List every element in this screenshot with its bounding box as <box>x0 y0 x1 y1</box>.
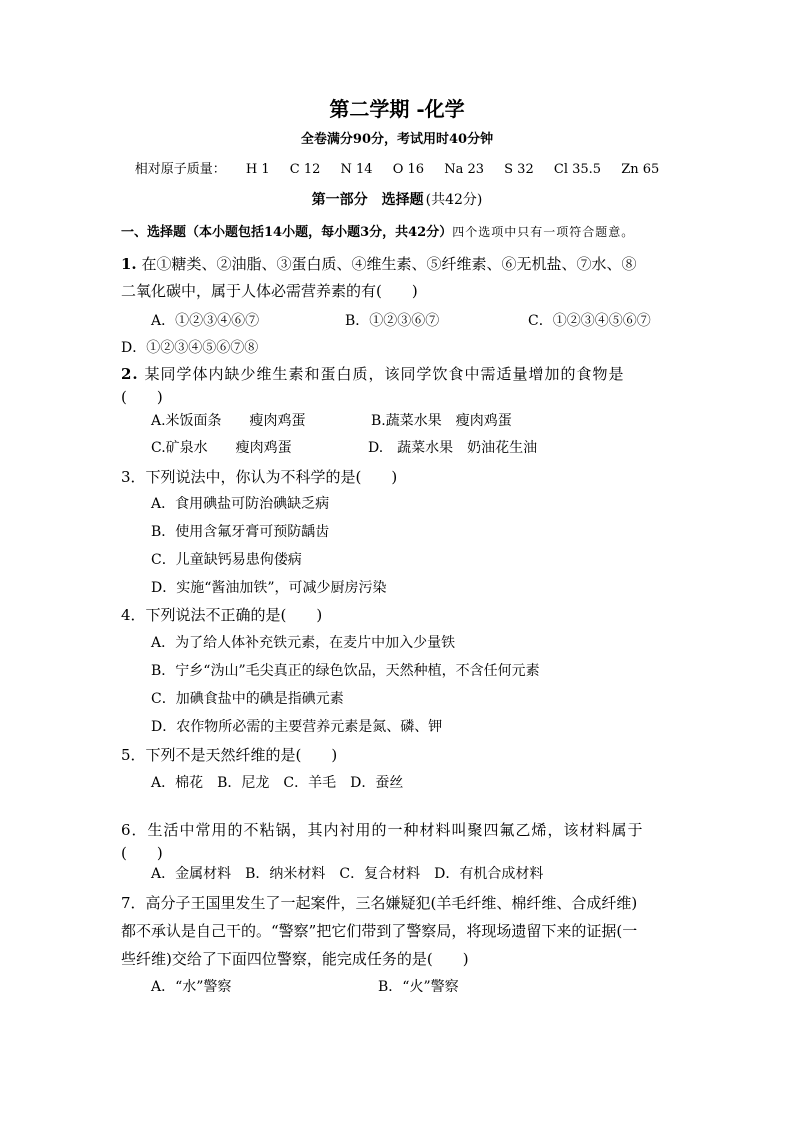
question-7-line-1 <box>121 893 637 913</box>
question-3-stem <box>121 467 397 487</box>
exam-subtitle: 全卷满分90分，考试用时40分钟 <box>300 132 494 147</box>
question-1-option-d: D．①②③④⑤⑥⑦⑧ <box>121 340 259 356</box>
question-1-option-a: A．①②③④⑥⑦ <box>151 313 260 329</box>
question-4-number: 4 <box>121 606 131 624</box>
question-2-number: 2. <box>121 365 139 383</box>
question-1-line-2: 二氧化碳中，属于人体必需营养素的有( ) <box>121 282 418 300</box>
question-7-line-3: 些纤维)交给了下面四位警察，能完成任务的是( ) <box>121 950 469 968</box>
question-2-line-1 <box>121 364 624 384</box>
instruction-main: 一、选择题（本小题包括14小题，每小题3分，共42分） <box>121 225 453 240</box>
mass-c: C 12 <box>289 162 321 177</box>
question-2-option-a: A.米饭面条 瘦肉鸡蛋 <box>151 413 306 429</box>
question-7-option-a: A．“水”警察 <box>151 979 232 995</box>
question-1-option-c: C．①②③④⑤⑥⑦ <box>528 313 651 329</box>
question-1-number: 1. <box>121 255 137 273</box>
question-3-text: ．下列说法中，你认为不科学的是( ) <box>130 468 398 486</box>
question-2-text-1: 某同学体内缺少维生素和蛋白质，该同学饮食中需适量增加的食物是 <box>144 365 625 383</box>
part-type: 选择题 <box>381 192 424 208</box>
mass-n: N 14 <box>340 162 373 177</box>
mass-na: Na 23 <box>444 162 484 177</box>
question-5-number: 5 <box>121 746 131 764</box>
question-3-option-c: C．儿童缺钙易患佝偻病 <box>151 552 302 568</box>
question-2-option-b: B.蔬菜水果 瘦肉鸡蛋 <box>371 413 512 429</box>
question-3-option-a: A．食用碘盐可防治碘缺乏病 <box>151 496 330 512</box>
question-4-stem <box>121 605 322 625</box>
mass-s: S 32 <box>504 162 534 177</box>
question-6-number: 6 <box>121 821 132 839</box>
question-6-line-1 <box>121 820 644 840</box>
question-2-line-2: ( ) <box>121 388 163 406</box>
question-4-option-d: D．农作物所必需的主要营养元素是氮、磷、钾 <box>151 719 443 735</box>
atomic-masses <box>0 160 794 180</box>
instruction-tail: 四个选项中只有一项符合题意。 <box>452 225 635 239</box>
question-1-option-b: B．①②③⑥⑦ <box>345 313 440 329</box>
question-7-line-2: 都不承认是自己干的。“警察”把它们带到了警察局，将现场遗留下来的证据(一 <box>121 922 638 940</box>
part-heading <box>0 190 794 210</box>
question-2-option-d: D. 蔬菜水果 奶油花生油 <box>368 440 538 456</box>
mass-zn: Zn 65 <box>621 162 660 177</box>
question-7-number: 7 <box>121 894 131 912</box>
question-5-stem <box>121 745 337 765</box>
part-score: (共42分) <box>425 192 483 208</box>
question-6-text-1: ．生活中常用的不粘锅，其内衬用的一种材料叫聚四氟乙烯，该材料属于 <box>131 821 644 839</box>
page-title: 第二学期 -化学 <box>329 97 465 121</box>
part-title: 第一部分 <box>311 192 368 208</box>
section-instruction <box>121 222 634 243</box>
question-7-text-1: ．高分子王国里发生了一起案件，三名嫌疑犯(羊毛纤维、棉纤维、合成纤维) <box>130 894 638 912</box>
question-4-option-b: B．宁乡“沩山”毛尖真正的绿色饮品，天然种植，不含任何元素 <box>151 663 540 679</box>
question-2-option-c: C.矿泉水 瘦肉鸡蛋 <box>151 440 292 456</box>
question-3-number: 3 <box>121 468 131 486</box>
question-1-text-1: 在①糖类、②油脂、③蛋白质、④维生素、⑤纤维素、⑥无机盐、⑦水、⑧ <box>141 255 637 273</box>
question-4-option-c: C．加碘食盐中的碘是指碘元素 <box>151 691 344 707</box>
question-7-option-b: B．“火”警察 <box>378 979 459 995</box>
mass-cl: Cl 35.5 <box>553 162 602 177</box>
question-4-text: ．下列说法不正确的是( ) <box>130 606 323 624</box>
mass-o: O 16 <box>392 162 425 177</box>
atomic-masses-label: 相对原子质量： <box>134 162 226 177</box>
question-6-line-2: ( ) <box>121 844 163 862</box>
question-5-options: A．棉花 B．尼龙 C．羊毛 D．蚕丝 <box>151 775 404 791</box>
question-1-line-1 <box>121 254 636 274</box>
question-4-option-a: A．为了给人体补充铁元素，在麦片中加入少量铁 <box>151 635 456 651</box>
question-5-text: ．下列不是天然纤维的是( ) <box>130 746 338 764</box>
question-3-option-d: D．实施“酱油加铁”，可减少厨房污染 <box>151 580 387 596</box>
question-3-option-b: B．使用含氟牙膏可预防龋齿 <box>151 524 330 540</box>
mass-h: H 1 <box>245 162 270 177</box>
question-6-options: A．金属材料 B．纳米材料 C．复合材料 D．有机合成材料 <box>151 866 544 882</box>
